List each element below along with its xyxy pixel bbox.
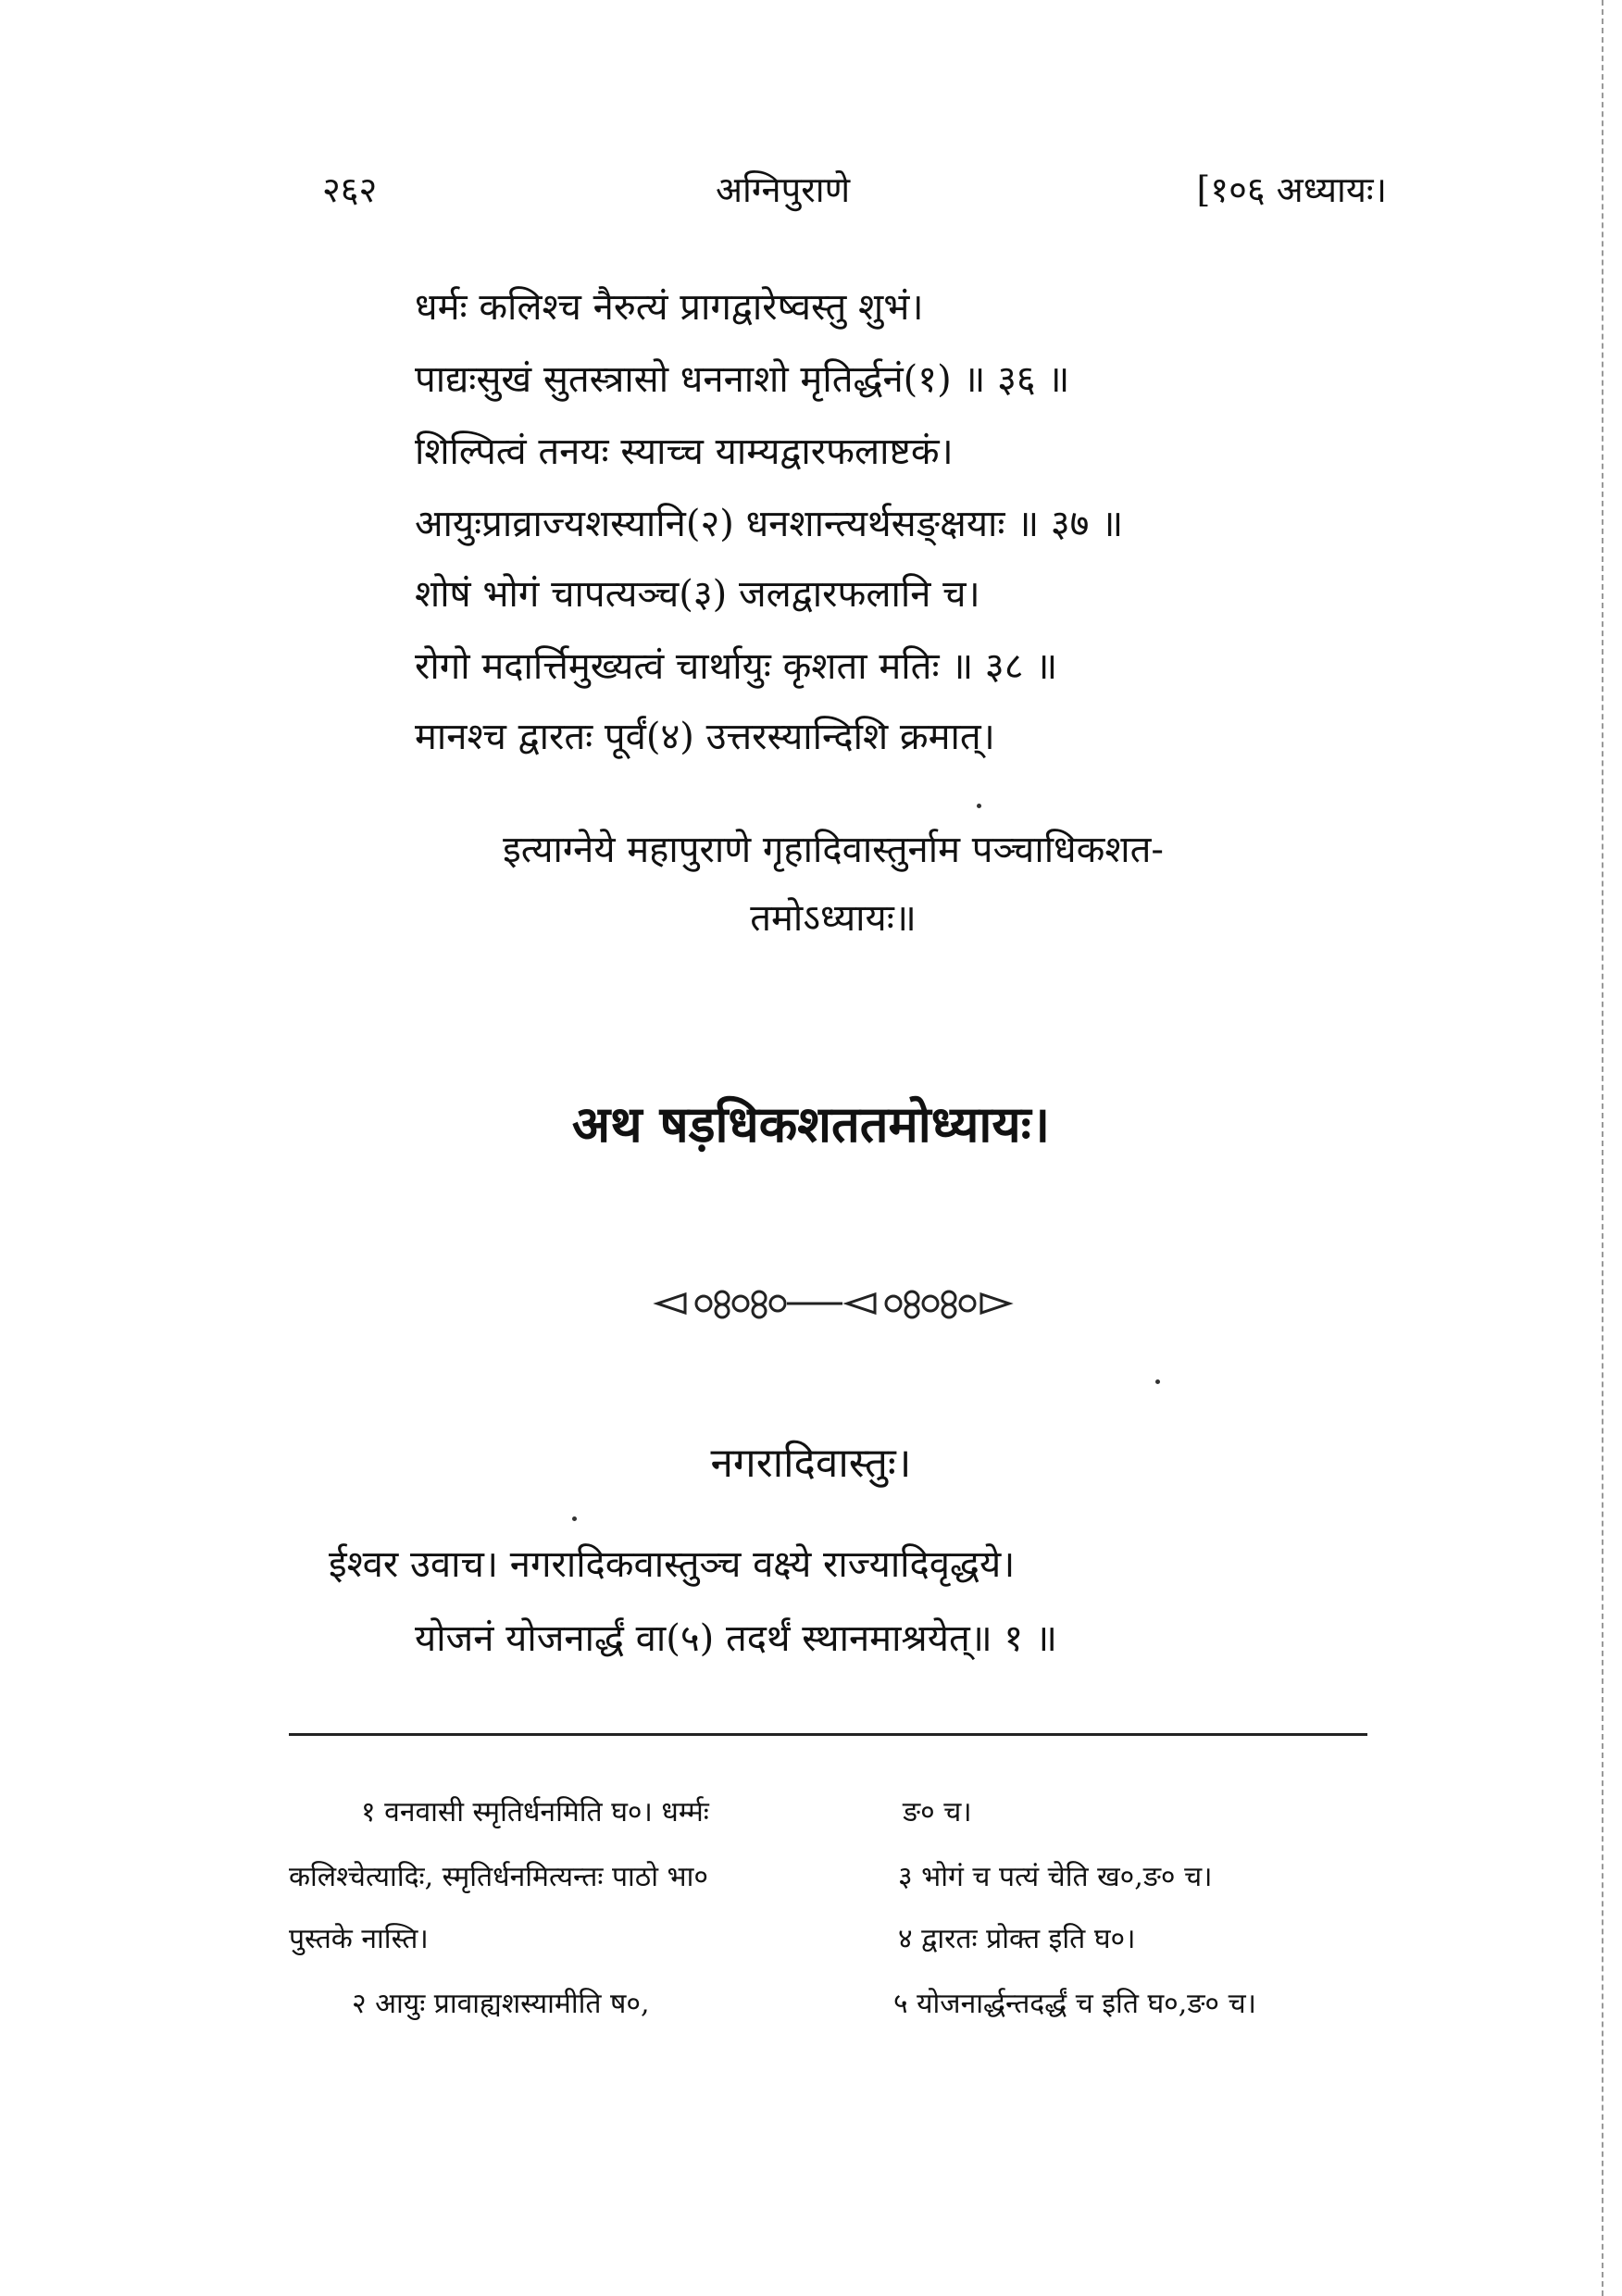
footnote-line: १ वनवासी स्मृतिर्धनमिति घ०। धर्म्मः	[361, 1796, 709, 1828]
running-header	[322, 165, 1387, 220]
verse-line: शोषं भोगं चापत्यञ्च(३) जलद्वारफलानि च।	[415, 573, 980, 616]
verse-line: धर्मः कलिश्च नैरुत्यं प्रागद्वारेष्वस्तु शुभं।	[415, 286, 924, 329]
verse-line: मानश्च द्वारतः पूर्वं(४) उत्तरस्यान्दिशि क्रमात्।	[415, 716, 995, 758]
section-heading: नगरादिवास्तुः।	[710, 1440, 912, 1487]
verse-line: आयुःप्राव्राज्यशस्यानि(२) धनशान्त्यर्थसङ्क्षयाः ॥ ३७ ॥	[415, 503, 1124, 545]
verse-line: पाद्यःसुखं सुतस्त्रासो धननाशो मृतिर्द्धनं(१) ॥ ३६ ॥	[415, 358, 1070, 401]
chapter-reference: [१०६ अध्यायः।	[1196, 169, 1387, 210]
verse-line: योजनं योजनार्द्धं वा(५) तदर्थं स्थानमाश्रयेत्॥ १ ॥	[415, 1617, 1057, 1660]
colophon-line-1: इत्याग्नेये महापुराणे गृहादिवास्तुर्नाम पञ्चाधिकशत-	[503, 829, 1164, 871]
footnote-line: ३ भोगं च पत्यं चेति ख०,ङ० च।	[898, 1861, 1213, 1893]
footnote-line: पुस्तके नास्ति।	[289, 1923, 429, 1955]
scan-speck	[977, 804, 981, 808]
footnote-rule	[289, 1733, 1367, 1736]
colophon-line-2: तमोऽध्यायः॥	[750, 897, 917, 940]
verse-line: रोगो मदार्त्तिमुख्यत्वं चार्थायुः कृशता मतिः ॥ ३८ ॥	[415, 645, 1058, 688]
ornament-divider	[648, 1276, 1018, 1331]
footnote-line: ङ० च।	[903, 1796, 972, 1828]
page-number: २६२	[322, 169, 378, 210]
chapter-heading: अथ षड़धिकशततमोध्यायः।	[571, 1094, 1051, 1154]
scan-speck	[572, 1516, 577, 1521]
book-title: अग्निपुराणे	[716, 169, 851, 210]
verse-line: शिल्पित्वं तनयः स्याच्च याम्यद्वारफलाष्टकं।	[415, 430, 954, 473]
scan-speck	[1155, 1379, 1160, 1384]
footnote-line: २ आयुः प्रावाह्यशस्यामीति ष०,	[352, 1988, 650, 2020]
footnote-line: ५ योजनार्द्धन्तदर्द्धं च इति घ०,ङ० च।	[893, 1988, 1256, 2020]
footnote-line: ४ द्वारतः प्रोक्त इति घ०।	[898, 1923, 1136, 1955]
footnote-line: कलिश्चेत्यादिः, स्मृतिर्धनमित्यन्तः पाठो भा०	[289, 1861, 708, 1893]
verse-line: ईश्वर उवाच। नगरादिकवास्तुञ्च वक्ष्ये राज्यादिवृद्धये।	[329, 1543, 1016, 1586]
